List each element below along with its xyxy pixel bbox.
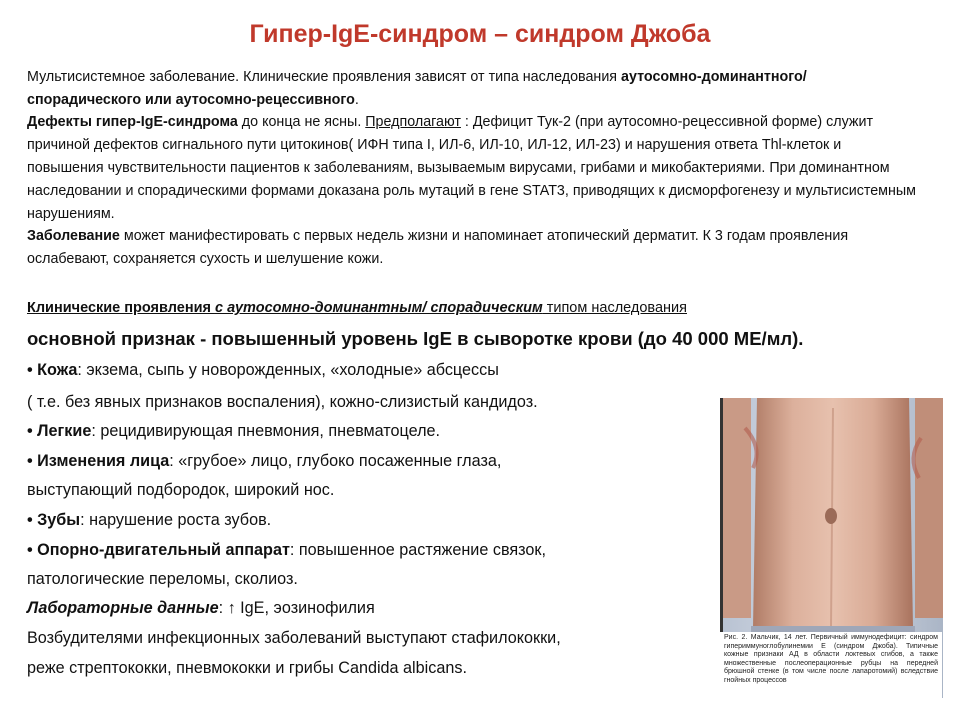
face-label: • Изменения лица: [27, 452, 170, 470]
msk-text: : повышенное растяжение связок,: [289, 541, 546, 559]
list-item-msk-cont: патологические переломы, сколиоз.: [27, 570, 298, 588]
lab-label: Лабораторные данные: [27, 599, 219, 617]
main-sign: основной признак - повышенный уровень IgE в сыворотке крови (до 40 000 МЕ/мл).: [27, 328, 804, 349]
lab-data: [27, 599, 375, 618]
clinical-heading-part2: с аутосомно-доминантным/ спорадическим: [214, 300, 543, 316]
intro-paragraph: [27, 66, 917, 112]
list-item-skin: [27, 361, 499, 380]
intro-inheritance: аутосомно-доминантного/ спорадического или аутосомно-рецессивного: [27, 69, 807, 108]
face-text: : «грубое» лицо, глубоко посаженные глаза,: [169, 452, 502, 470]
defects-heading: Дефекты гипер-IgE-синдрома: [27, 114, 238, 130]
teeth-label: • Зубы: [27, 511, 81, 529]
figure-caption: Рис. 2. Мальчик, 14 лет. Первичный иммунодефицит: синдром гипериммуноглобулинемии Е (синдром Джоба). Типичные кожные признаки АД в области локтевых сгибов, а также множественные послеоперационные рубцы на передней брюшной стенке (в том числе после лапаротомий) вследствие гнойных процессов: [720, 632, 942, 698]
disease-paragraph: [27, 225, 917, 271]
msk-label: • Опорно-двигательный аппарат: [27, 541, 290, 559]
list-item-face-cont: выступающий подбородок, широкий нос.: [27, 481, 335, 499]
skin-text: : экзема, сыпь у новорожденных, «холодные» абсцессы: [77, 361, 499, 379]
list-item-skin-cont: ( т.е. без явных признаков воспаления), кожно-слизистый кандидоз.: [27, 393, 538, 411]
list-item-face: [27, 452, 501, 471]
clinical-heading-part3: типом наследования: [542, 300, 687, 316]
page-title: Гипер-IgE-синдром – синдром Джоба: [249, 20, 711, 48]
list-item-lungs: [27, 422, 440, 441]
lungs-text: : рецидивирующая пневмония, пневматоцеле.: [91, 422, 441, 440]
clinical-heading-part1: Клинические проявления: [27, 300, 215, 316]
skin-label: • Кожа: [27, 361, 78, 379]
list-item-msk: [27, 541, 546, 560]
intro-end: .: [354, 92, 359, 108]
disease-heading: Заболевание: [27, 228, 120, 244]
pathogens-line-1: Возбудителями инфекционных заболеваний выступают стафилококки,: [27, 629, 561, 647]
defects-suppose: Предполагают: [365, 114, 461, 130]
teeth-text: : нарушение роста зубов.: [80, 511, 272, 529]
lungs-label: • Легкие: [27, 422, 92, 440]
pathogens-line-2: реже стрептококки, пневмококки и грибы Candida albicans.: [27, 659, 467, 677]
intro-text: Мультисистемное заболевание. Клинические проявления зависят от типа наследования: [27, 69, 622, 85]
defects-text-1: до конца не ясны.: [237, 114, 366, 130]
clinical-heading: [27, 300, 687, 316]
disease-text: может манифестировать с первых недель жизни и напоминает атопический дерматит. К 3 годам проявления ослабевают, сохраняется сухость и шелушение кожи.: [27, 228, 849, 267]
defects-text-2: : Дефицит Тук-2 (при аутосомно-рецессивной форме) служит причиной дефектов сигнального пути цитокинов( ИФН типа I, ИЛ-6, ИЛ-10, ИЛ-12, ИЛ-23) и нарушения ответа Thl-клеток и повышения чувствительности пациентов к заболеваниям, вызываемым вирусами, грибами и микобактериями. При доминантном наследовании и спорадическими формами доказана роль мутаций в гене STAT3, приводящих к дисморфогенезу и мультисистемным нарушениям.: [27, 114, 917, 222]
list-item-teeth: [27, 511, 271, 530]
defects-paragraph: [27, 111, 917, 226]
lab-text: : ↑ IgE, эозинофилия: [218, 599, 375, 617]
